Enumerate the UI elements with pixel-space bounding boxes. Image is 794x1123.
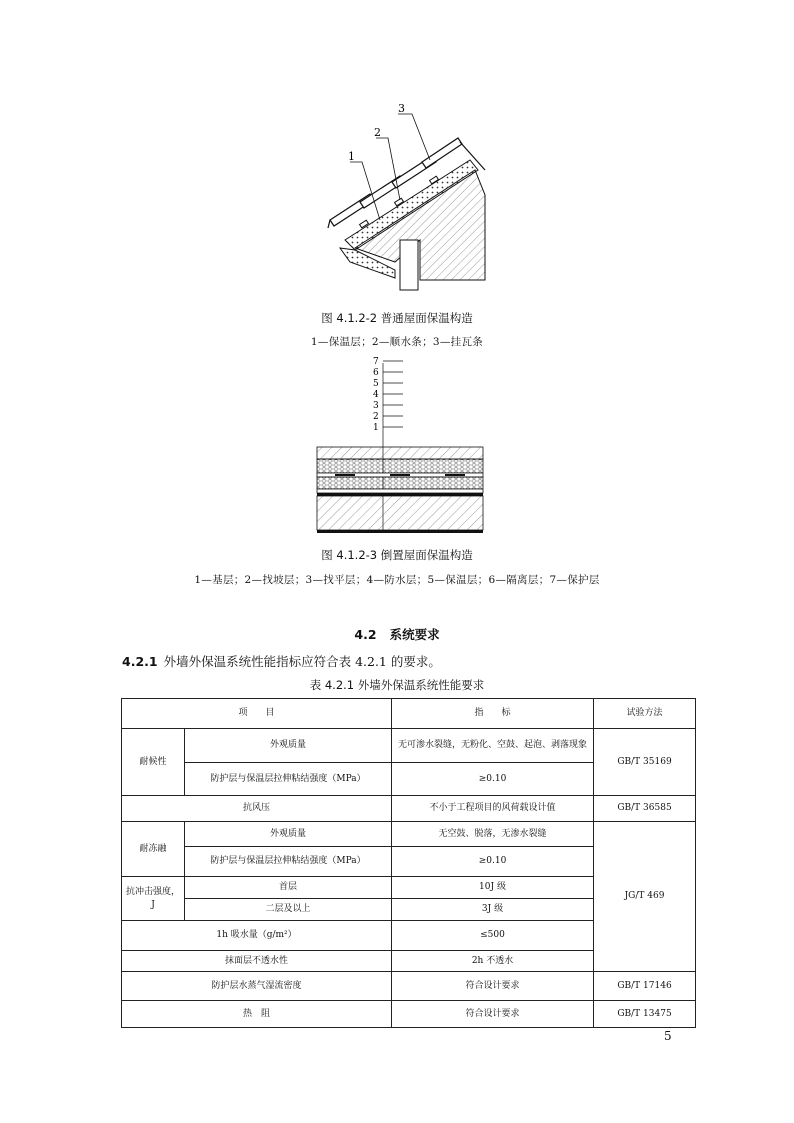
callout-6: 6 (373, 368, 379, 378)
table-row (122, 796, 696, 822)
inverted-roof-diagram (315, 355, 485, 535)
thermal-value: 符合设计要求 (392, 1001, 594, 1028)
absorption-value: ≤500 (392, 921, 594, 951)
weather-method: GB/T 35169 (594, 729, 696, 796)
table-title: 表 4.2.1 外墙外保温系统性能要求 (309, 678, 485, 692)
callout-7: 7 (373, 357, 379, 367)
absorption-label: 1h 吸水量（g/m²） (122, 921, 392, 951)
clause-4-2-1 (122, 652, 441, 670)
freeze-bond-value: ≥0.10 (392, 847, 594, 877)
callout-3: 3 (373, 401, 379, 411)
header-item: 项 目 (122, 699, 392, 729)
impact-second-value: 3J 级 (392, 899, 594, 921)
table-row (122, 1001, 696, 1028)
thermal-method: GB/T 13475 (594, 1001, 696, 1028)
weather-appearance-label: 外观质量 (185, 729, 392, 763)
callout-1: 1 (373, 423, 379, 433)
weather-group: 耐候性 (122, 729, 185, 796)
freeze-method: JG/T 469 (594, 822, 696, 972)
performance-table (121, 698, 696, 1028)
header-index: 指 标 (392, 699, 594, 729)
callout-5: 5 (373, 379, 379, 389)
vapor-method: GB/T 17146 (594, 972, 696, 1001)
callout-4: 4 (373, 390, 379, 400)
callout-2: 2 (374, 126, 381, 139)
table-row (122, 729, 696, 763)
vapor-label: 防护层水蒸气湿流密度 (122, 972, 392, 1001)
section-number: 4.2 (354, 627, 377, 642)
figure-2-legend: 1—基层；2—找坡层；3—找平层；4—防水层；5—保温层；6—隔离层；7—保护层 (194, 574, 600, 586)
weather-bond-value: ≥0.10 (392, 763, 594, 796)
vapor-value: 符合设计要求 (392, 972, 594, 1001)
section-title: 系统要求 (389, 627, 440, 642)
table-row (122, 972, 696, 1001)
waterproof-value: 2h 不透水 (392, 951, 594, 972)
weather-appearance-value: 无可渗水裂缝，无粉化、空鼓、起泡、剥落现象 (392, 729, 594, 763)
impact-first-value: 10J 级 (392, 877, 594, 899)
weather-bond-label: 防护层与保温层拉伸粘结强度（MPa） (185, 763, 392, 796)
impact-second-label: 二层及以上 (185, 899, 392, 921)
pitched-roof-diagram (300, 100, 500, 300)
freeze-group: 耐冻融 (122, 822, 185, 877)
section-heading (0, 625, 794, 643)
clause-text: 外墙外保温系统性能指标应符合表 4.2.1 的要求。 (163, 654, 441, 669)
callout-2: 2 (373, 412, 379, 422)
table-header-row (122, 699, 696, 729)
impact-first-label: 首层 (185, 877, 392, 899)
freeze-appearance-value: 无空鼓、脱落，无渗水裂缝 (392, 822, 594, 847)
freeze-appearance-label: 外观质量 (185, 822, 392, 847)
wind-label: 抗风压 (122, 796, 392, 822)
page-number: 5 (664, 1029, 672, 1043)
table-row (122, 822, 696, 847)
figure-2-caption: 图 4.1.2-3 倒置屋面保温构造 (321, 548, 473, 562)
wind-method: GB/T 36585 (594, 796, 696, 822)
thermal-label: 热 阻 (122, 1001, 392, 1028)
freeze-bond-label: 防护层与保温层拉伸粘结强度（MPa） (185, 847, 392, 877)
callout-1: 1 (348, 150, 355, 163)
figure-1-legend: 1—保温层；2—顺水条；3—挂瓦条 (310, 336, 484, 348)
clause-number: 4.2.1 (122, 654, 158, 669)
wind-value: 不小于工程项目的风荷载设计值 (392, 796, 594, 822)
header-method: 试验方法 (594, 699, 696, 729)
callout-3: 3 (398, 102, 405, 115)
figure-1-caption: 图 4.1.2-2 普通屋面保温构造 (321, 311, 473, 325)
impact-group: 抗冲击强度，J (122, 877, 185, 921)
waterproof-label: 抹面层不透水性 (122, 951, 392, 972)
